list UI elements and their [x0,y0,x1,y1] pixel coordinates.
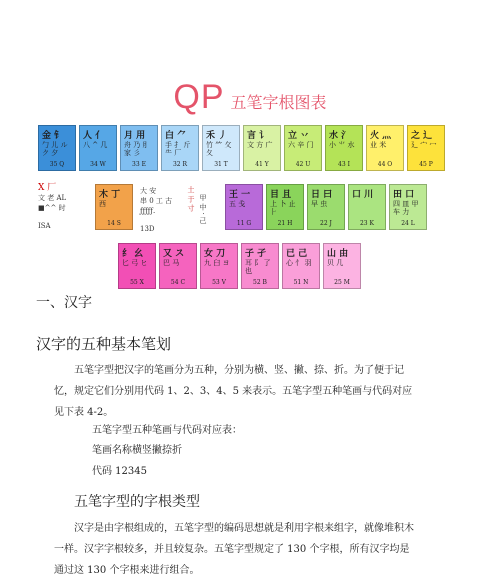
key-main-root: 之 辶 [411,131,433,141]
key-main-root: 立 丷 [288,131,310,141]
key-roots: 舟 乃 ⺼ 家 彡 [124,141,150,157]
key-roots: 业 米 [370,141,387,149]
keyboard-row-3 [118,243,364,289]
key-43-i [325,125,363,171]
key-main-root: 已 己 [286,249,308,259]
keyboard-row-1 [38,125,448,171]
key-roots: 六 辛 门 [288,141,314,149]
key-32-r [161,125,199,171]
key-main-root: 木 丁 [99,190,121,200]
key-roots: 心 忄 羽 [286,259,312,267]
key-roots: 上 卜 止 ⺊ [270,200,296,216]
key-11-g [225,184,263,230]
key-code: 22 J [320,220,332,227]
key-code: 31 T [214,161,228,168]
key-roots: 竹 ⺮ 攵 夂 [206,141,232,157]
stroke-codes-line: 代码 12345 [92,466,147,477]
key-main-root: 女 刀 [204,249,226,259]
key-main-root: 王 一 [229,190,251,200]
heading-roots: 五笔字型的字根类型 [74,494,200,510]
key-42-u [284,125,322,171]
key-code: 44 O [377,161,393,168]
key-14-s [95,184,133,230]
key-45-p [407,125,445,171]
paragraph-strokes: 五笔字型把汉字的笔画分为五种，分别为横、竖、撇、捺、折。为了便于记忆，规定它们分别用代码 1、2、3、4、5 来表示。五笔字型五种笔画与代码对应见下表 4-2。 [54,365,413,418]
key-roots: 早 虫 [311,200,328,208]
key-roots: 耳 阝 了 也 [245,259,271,275]
key-41-y [243,125,281,171]
key-main-root: 水 氵 [329,131,351,141]
key-code: 51 N [293,279,309,286]
key-code: 11 G [236,220,252,227]
heading-strokes: 汉字的五种基本笔划 [36,335,172,353]
key-code: 55 X [130,279,144,286]
key-code: 54 C [170,279,186,286]
key-roots: 匕 弓 ヒ [122,259,148,267]
key-54-c [159,243,197,289]
key-main-root: 月 用 [124,131,146,141]
key-roots: 巴 马 [163,259,180,267]
key-24-l [389,184,427,230]
key-main-root: 目 且 [270,190,292,200]
key-51-n [282,243,320,289]
key-code: 32 R [172,161,188,168]
note-earth: 土 于 寸 [187,186,195,212]
key-roots: 五 戋 [229,200,246,208]
key-main-root: 白 ⺈ [165,131,187,141]
key-code: 43 I [338,161,350,168]
key-main-root: 又 ス [163,249,185,259]
key-main-root: 言 讠 [247,131,269,141]
key-code: 35 Q [49,161,65,168]
key-main-root: 火 灬 [370,131,392,141]
title-subtitle: 五笔字根图表 [230,93,327,112]
key-25-m [323,243,361,289]
key-33-e [120,125,158,171]
key-31-t [202,125,240,171]
key-roots: 四 皿 甲 车 力 [393,200,419,216]
title-qp: QP [173,78,225,116]
key-main-root: 纟 幺 [122,249,144,259]
key-main-root: 人 亻 [83,131,105,141]
key-code: 23 K [359,220,375,227]
key-main-root: 山 由 [327,249,349,259]
chart-title [0,78,500,117]
stroke-names-line: 笔画名称横竖撇捺折 [92,445,182,456]
key-22-j [307,184,345,230]
note-center: 大 安 串 0 工 古 ƒƒƒƒƒ. 13D [140,187,173,233]
key-23-k [348,184,386,230]
key-code: 53 V [212,279,226,286]
key-52-b [241,243,279,289]
key-main-root: 田 口 [393,190,415,200]
key-roots: 九 臼 ヨ [204,259,230,267]
key-35-q [38,125,76,171]
key-code: 45 P [419,161,433,168]
key-code: 42 U [295,161,311,168]
key-main-root: 子 孑 [245,249,267,259]
key-roots: 手 扌 斤 ⺧ 厂 [165,141,191,157]
key-53-v [200,243,238,289]
key-code: 14 S [107,220,121,227]
key-44-o [366,125,404,171]
note-left: X 厂 文 老 AL ■^^ 时 ISA [38,183,67,230]
table-caption: 五笔字型五种笔画与代码对应表： [92,425,242,436]
key-code: 25 M [334,279,350,286]
key-roots: 西 [99,200,106,208]
key-roots: 八 ^ 几 [83,141,108,149]
key-roots: 廴 宀 冖 [411,141,437,149]
key-roots: 小 ⺌ 水 [329,141,355,149]
key-code: 21 H [277,220,293,227]
key-21-h [266,184,304,230]
key-roots: 勹 儿 ルク 夕 [42,141,68,157]
key-main-root: 口 川 [352,190,374,200]
key-main-root: 禾 丿 [206,131,228,141]
key-roots: 文 方 广 [247,141,273,149]
note-right: 甲 中 · 己 [199,194,207,224]
key-code: 33 E [132,161,146,168]
key-roots: 贝 几 [327,259,344,267]
key-code: 34 W [90,161,106,168]
key-code: 41 Y [255,161,269,168]
key-code: 52 B [253,279,267,286]
section-heading: 一、汉字 [36,295,92,311]
key-main-root: 金 钅 [42,131,64,141]
key-55-x [118,243,156,289]
key-code: 24 L [401,220,415,227]
key-34-w [79,125,117,171]
paragraph-roots: 汉字是由字根组成的，五笔字型的编码思想就是利用字根来组字，就像堆积木一样。汉字字根较多，并且较复杂。五笔字型规定了 130 个字根，所有汉字均是通过这 130 个字根来进行组合。 [54,523,414,576]
key-main-root: 日 曰 [311,190,333,200]
